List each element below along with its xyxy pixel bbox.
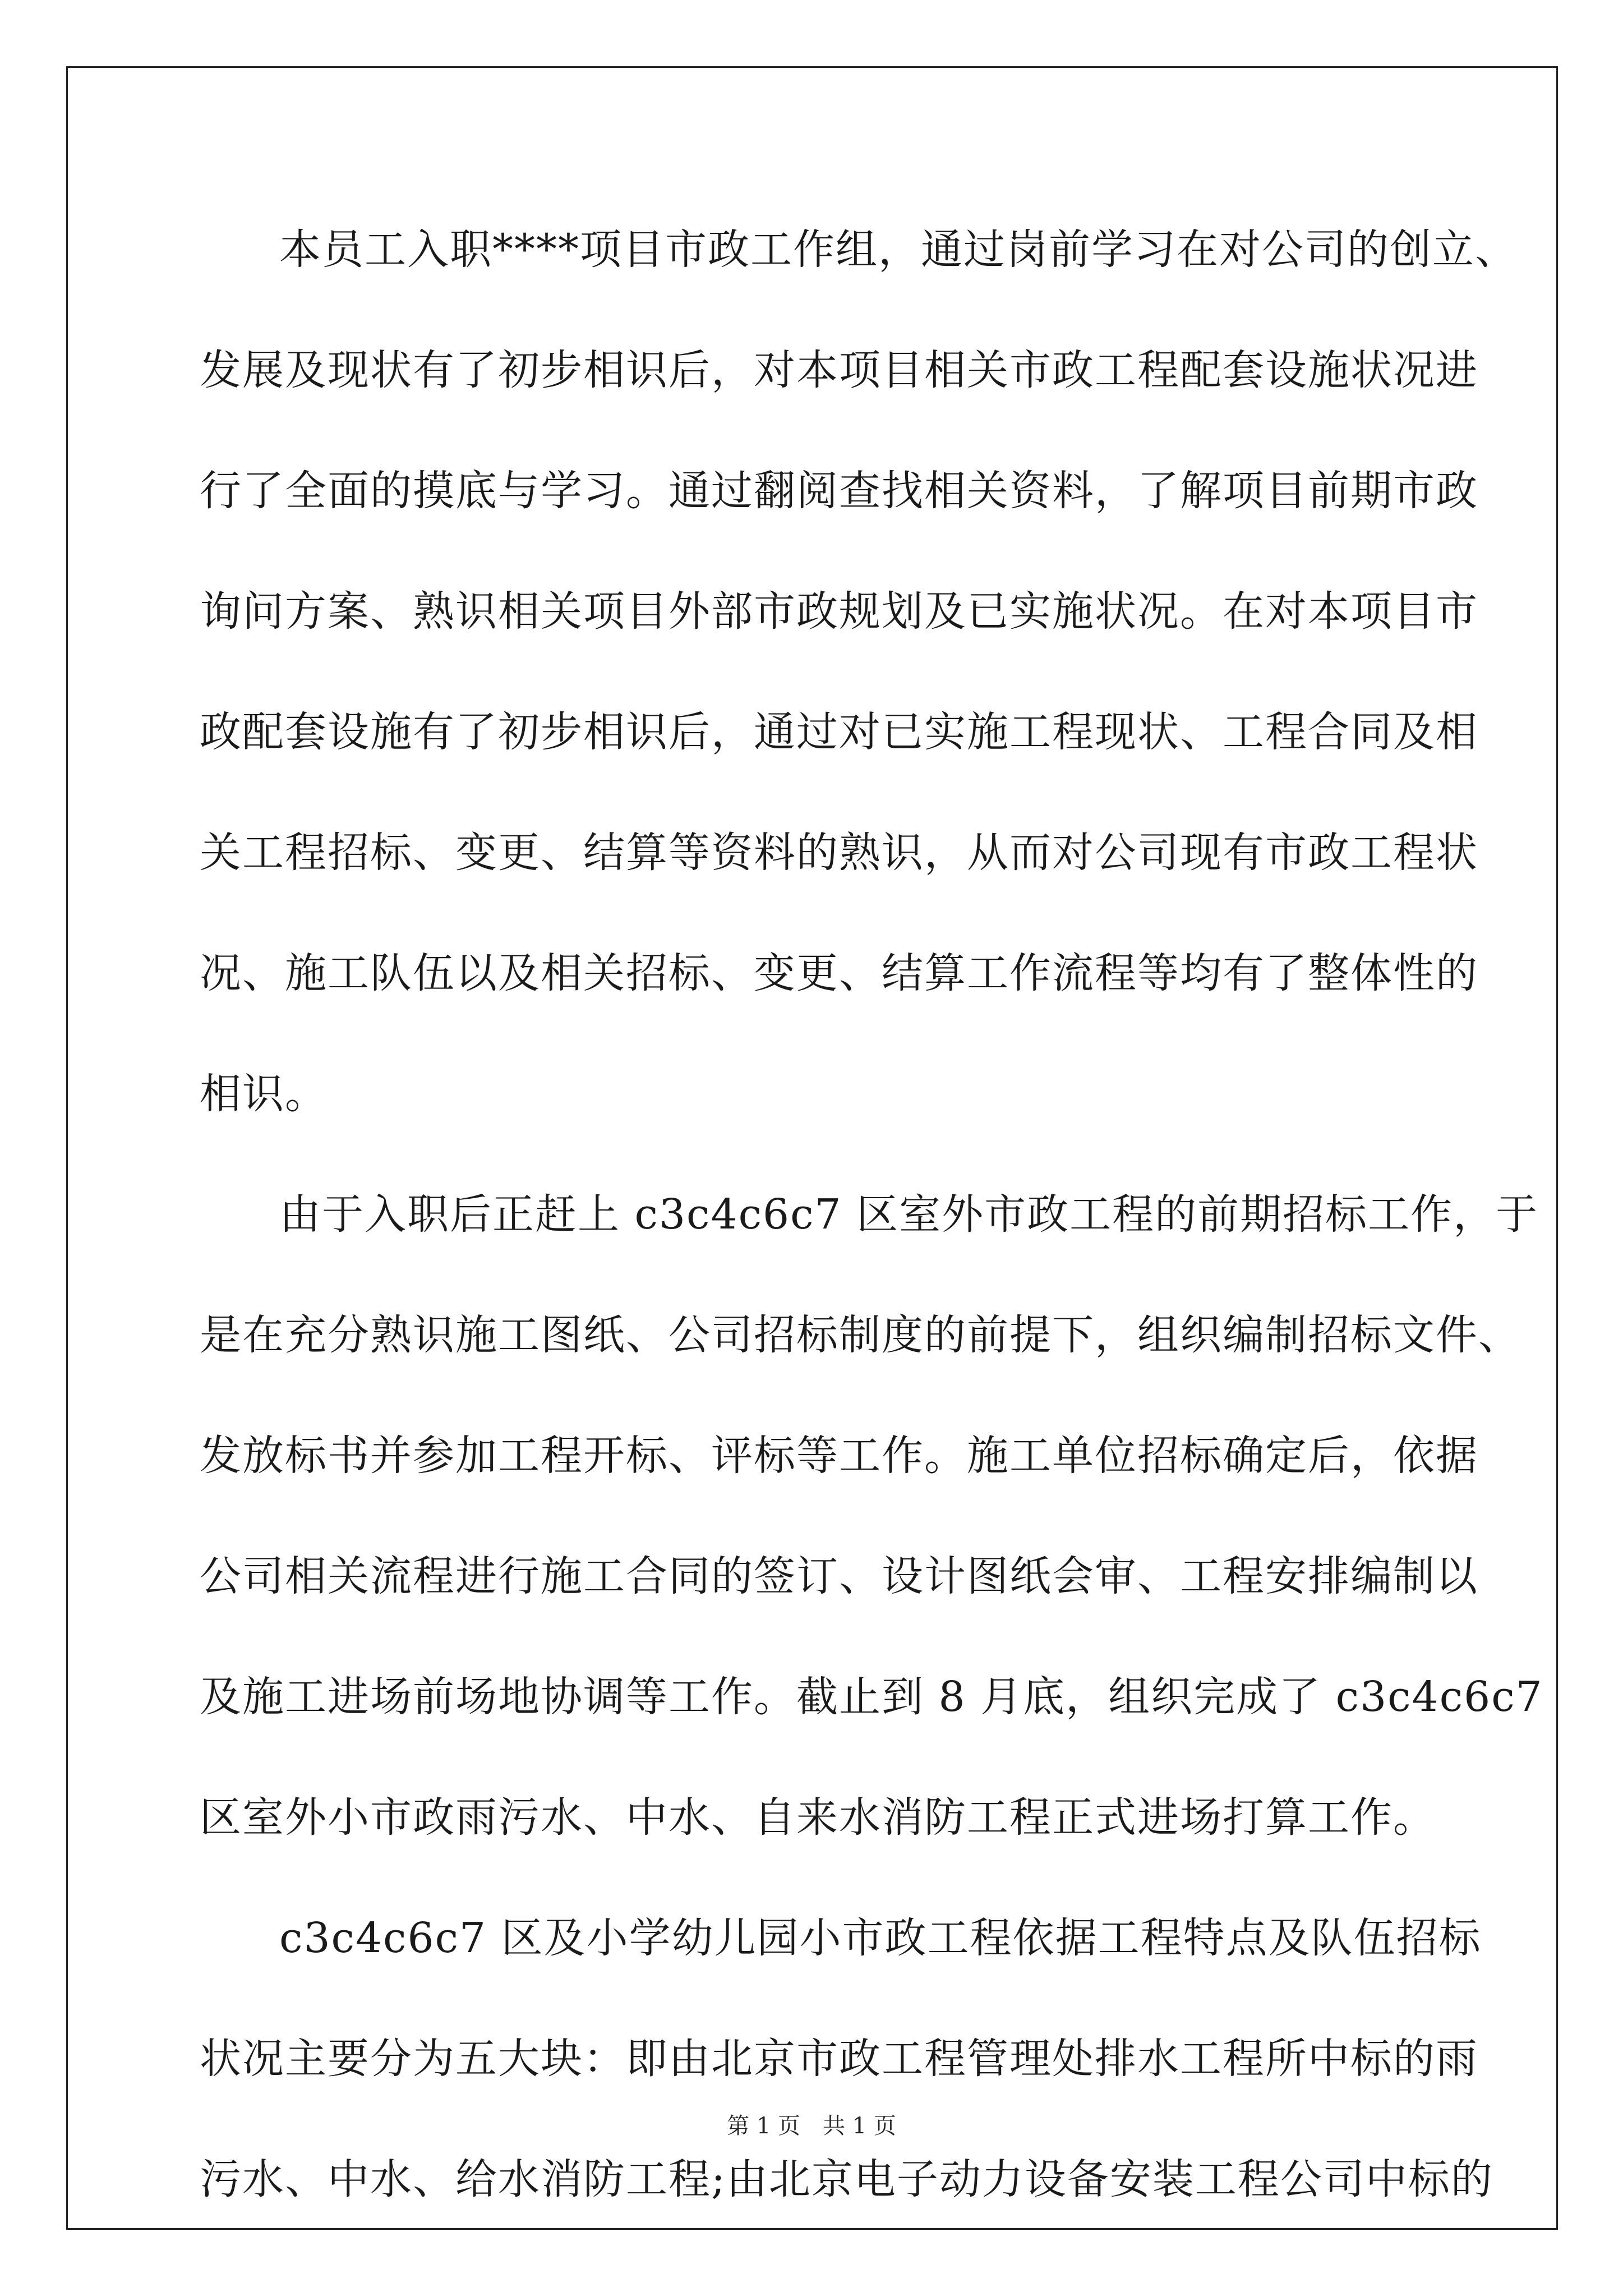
- paragraph-1-line-8: 相识。: [200, 1070, 328, 1118]
- paragraph-1-line-7: 况、施工队伍以及相关招标、变更、结算工作流程等均有了整体性的: [200, 949, 1478, 997]
- paragraph-1-line-6: 关工程招标、变更、结算等资料的熟识，从而对公司现有市政工程状: [200, 829, 1478, 877]
- paragraph-3-line-2: 状况主要分为五大块：即由北京市政工程管理处排水工程所中标的雨: [200, 2035, 1478, 2083]
- paragraph-1-line-1: 本员工入职****项目市政工作组，通过岗前学习在对公司的创立、: [279, 226, 1518, 274]
- page-number: 第 1 页: [727, 2113, 800, 2139]
- paragraph-2-line-6: 区室外小市政雨污水、中水、自来水消防工程正式进场打算工作。: [200, 1793, 1436, 1842]
- paragraph-3-line-1: c3c4c6c7 区及小学幼儿园小市政工程依据工程特点及队伍招标: [279, 1914, 1482, 1962]
- paragraph-2-line-3: 发放标书并参加工程开标、评标等工作。施工单位招标确定后，依据: [200, 1432, 1478, 1480]
- paragraph-2-line-1: 由于入职后正赶上 c3c4c6c7 区室外市政工程的前期招标工作，于: [279, 1190, 1539, 1239]
- paragraph-2-line-5: 及施工进场前场地协调等工作。截止到 8 月底，组织完成了 c3c4c6c7: [200, 1673, 1543, 1721]
- page-footer: [0, 2112, 1623, 2140]
- page-total: 共 1 页: [823, 2113, 896, 2139]
- paragraph-2-line-4: 公司相关流程进行施工合同的签订、设计图纸会审、工程安排编制以: [200, 1552, 1478, 1600]
- paragraph-1-line-4: 询问方案、熟识相关项目外部市政规划及已实施状况。在对本项目市: [200, 587, 1478, 636]
- paragraph-1-line-2: 发展及现状有了初步相识后，对本项目相关市政工程配套设施状况进: [200, 346, 1478, 394]
- paragraph-1-line-3: 行了全面的摸底与学习。通过翻阅查找相关资料，了解项目前期市政: [200, 467, 1478, 515]
- paragraph-3-line-3: 污水、中水、给水消防工程;由北京电子动力设备安装工程公司中标的: [200, 2155, 1493, 2203]
- paragraph-2-line-2: 是在充分熟识施工图纸、公司招标制度的前提下，组织编制招标文件、: [200, 1311, 1521, 1359]
- paragraph-1-line-5: 政配套设施有了初步相识后，通过对已实施工程现状、工程合同及相: [200, 708, 1478, 756]
